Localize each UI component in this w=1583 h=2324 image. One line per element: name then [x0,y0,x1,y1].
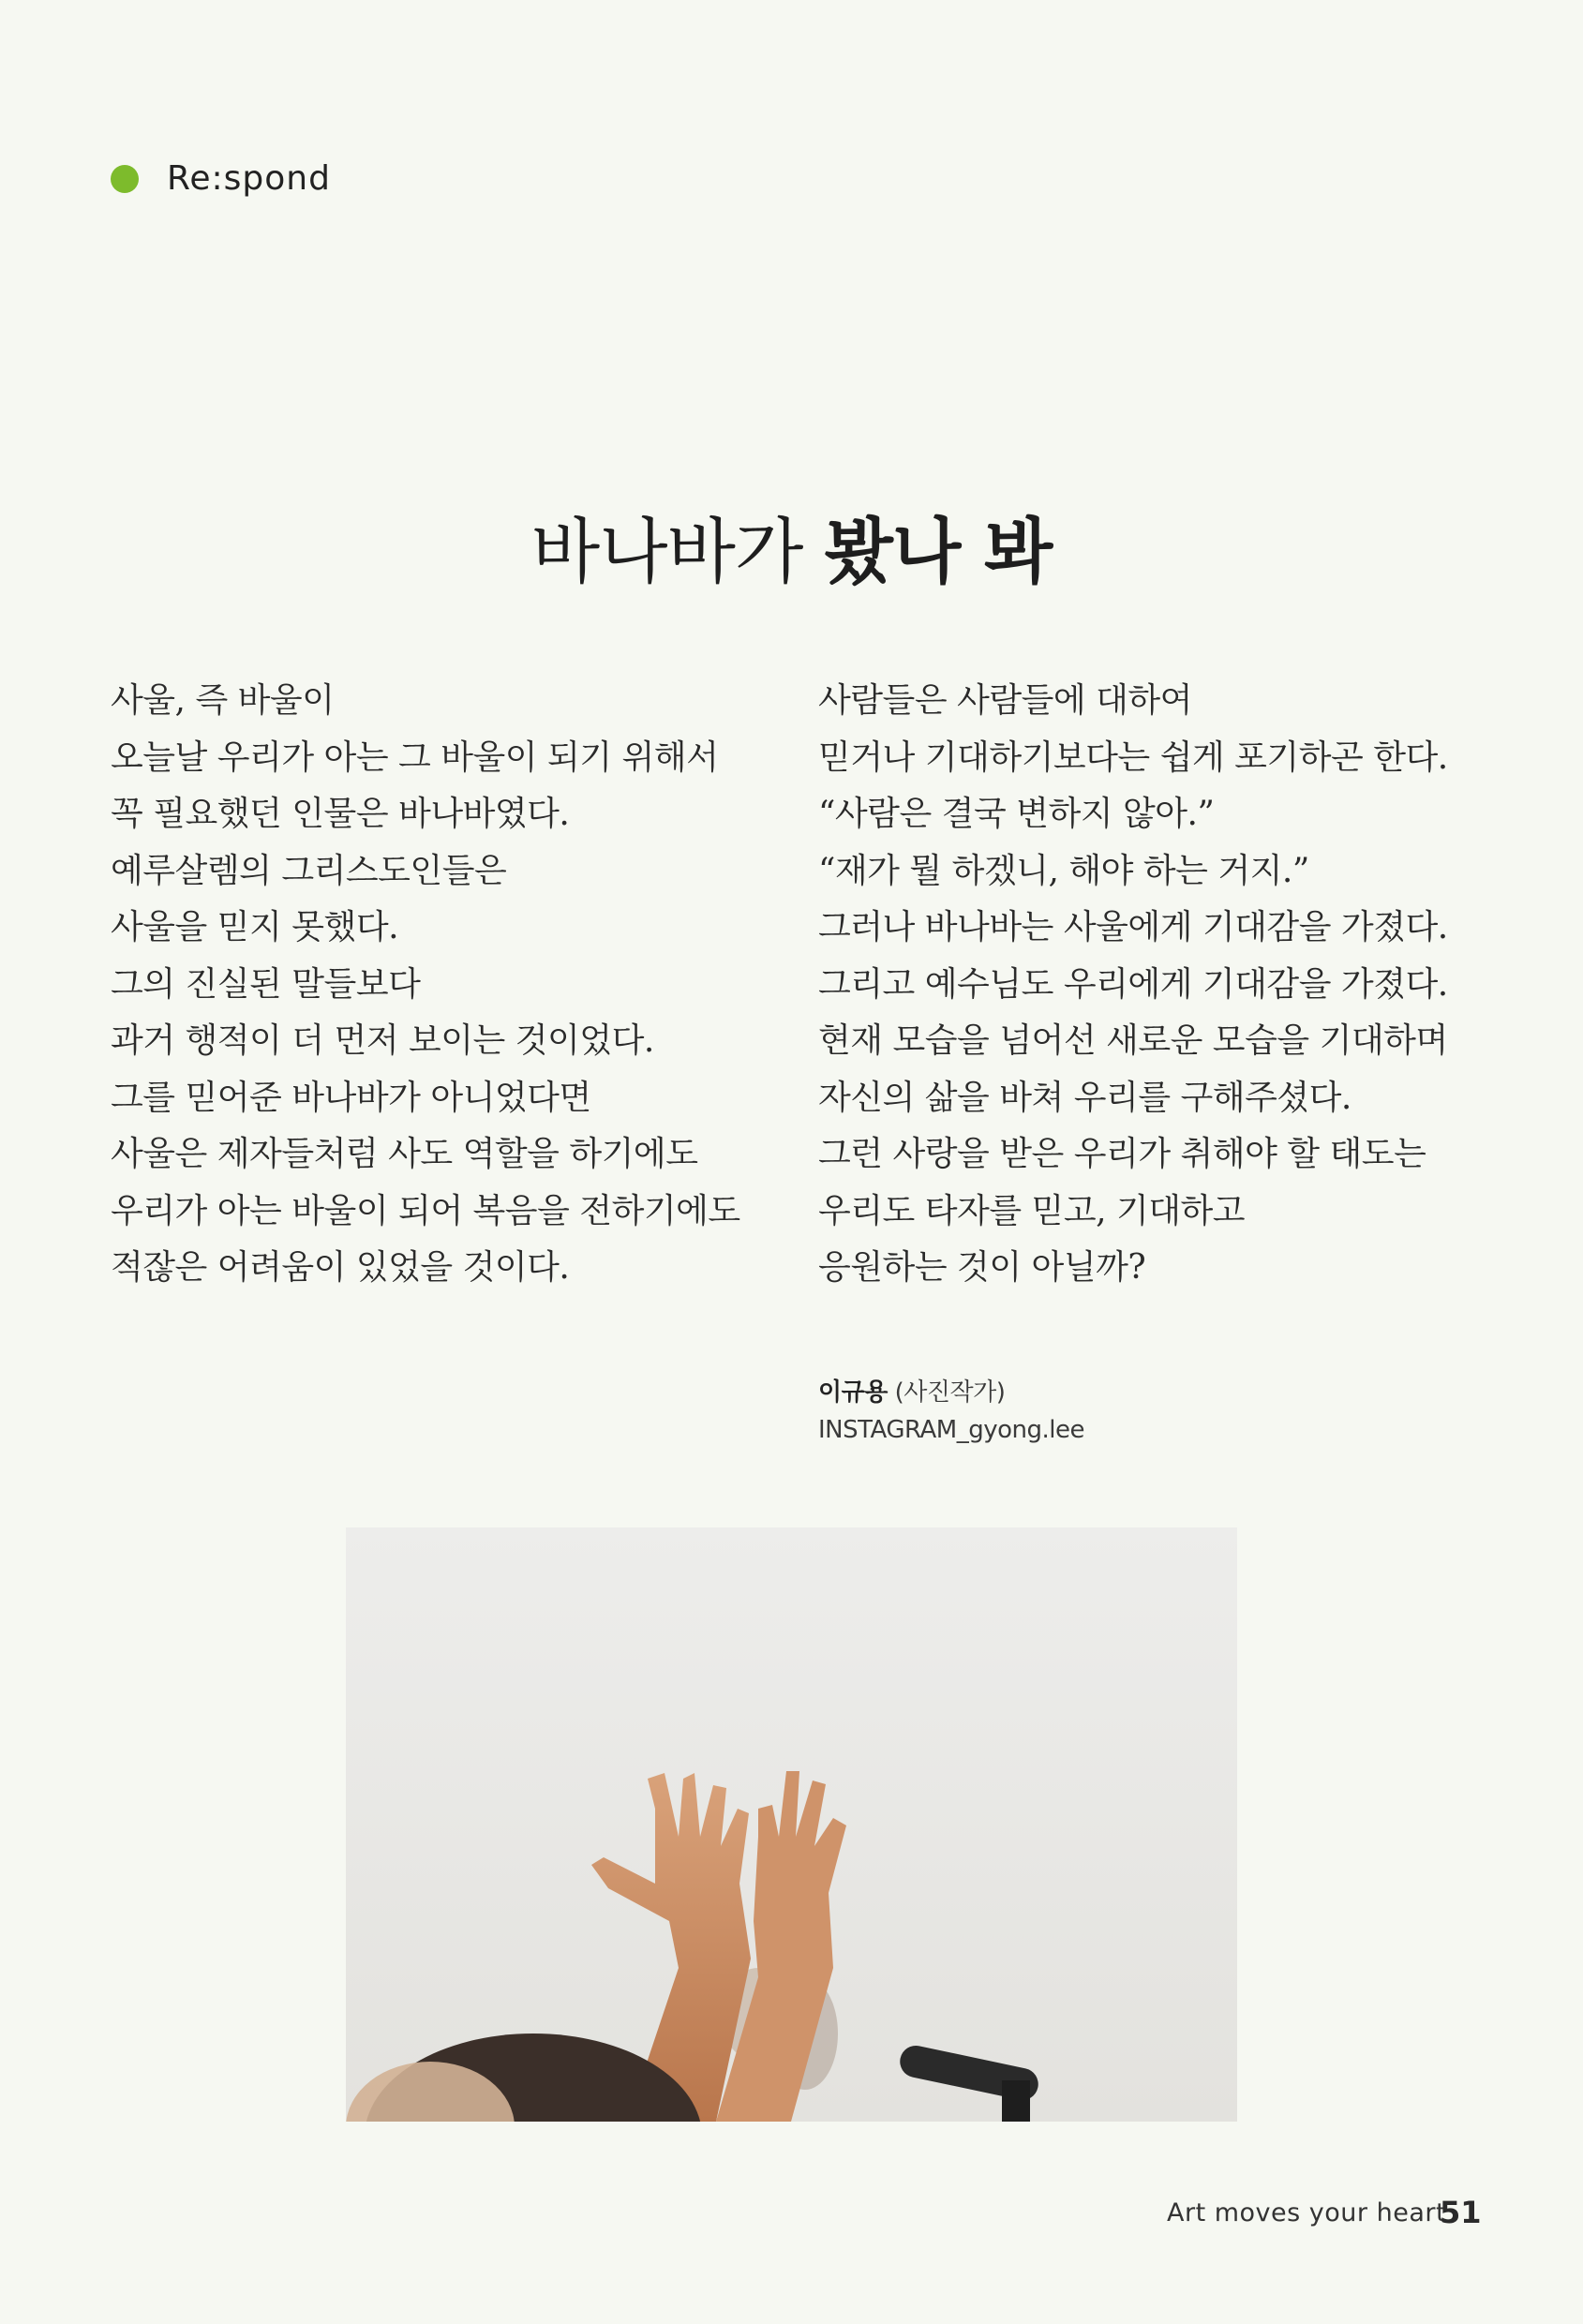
poem-line: 우리도 타자를 믿고, 기대하고 [818,1191,1246,1230]
poem-line: 사울을 믿지 못했다. [111,908,399,946]
section-label: Re:spond [167,159,331,198]
poem-line: 사람들은 사람들에 대하여 [818,681,1192,720]
poem-line: 응원하는 것이 아닐까? [818,1248,1146,1287]
hands-illustration [346,1527,1237,2122]
poem-line: 그리고 예수님도 우리에게 기대감을 가졌다. [818,964,1448,1004]
poem-line: 그런 사랑을 받은 우리가 취해야 할 태도는 [818,1135,1426,1173]
poem-line: 그를 믿어준 바나바가 아니었다면 [111,1078,591,1117]
poem-line: 사울, 즉 바울이 [111,681,335,720]
poem-line: 그러나 바나바는 사울에게 기대감을 가졌다. [818,908,1448,946]
footer-tagline: Art moves your heart [1167,2198,1447,2227]
poem-line: 우리가 아는 바울이 되어 복음을 전하기에도 [111,1191,740,1230]
poem-column-right [818,673,1493,1297]
poem-line: “사람은 결국 변하지 않아.” [818,795,1215,833]
raised-hands-photo [346,1527,1237,2122]
poem-line: 사울은 제자들처럼 사도 역할을 하기에도 [111,1135,698,1173]
title-bold: 봤나 봐 [824,510,1053,593]
poem-line: 자신의 삶을 바쳐 우리를 구해주셨다. [818,1078,1352,1117]
photographer-role: (사진작가) [887,1378,1006,1407]
poem-line: 오늘날 우리가 아는 그 바울이 되기 위해서 [111,737,719,777]
poem-column-left [111,673,767,1297]
poem-line: 과거 행적이 더 먼저 보이는 것이었다. [111,1021,654,1060]
poem-line: 적잖은 어려움이 있었을 것이다. [111,1248,570,1287]
poem-line: 예루살렘의 그리스도인들은 [111,851,507,890]
poem-line: “재가 뭘 하겠니, 해야 하는 거지.” [818,851,1309,890]
poem-line: 믿거나 기대하기보다는 쉽게 포기하곤 한다. [818,737,1448,777]
page-title [0,495,1583,597]
photographer-name: 이규용 [818,1378,888,1407]
poem-line: 현재 모습을 넘어선 새로운 모습을 기대하며 [818,1021,1448,1060]
page-number: 51 [1440,2195,1482,2230]
title-regular: 바나바가 [530,510,825,593]
poem-line: 그의 진실된 말들보다 [111,964,421,1004]
poem-line: 꼭 필요했던 인물은 바나바였다. [111,795,570,833]
section-dot-icon [111,165,139,193]
photographer-credit [818,1374,1084,1449]
instagram-handle: INSTAGRAM_gyong.lee [818,1416,1084,1444]
section-tag [111,159,331,198]
